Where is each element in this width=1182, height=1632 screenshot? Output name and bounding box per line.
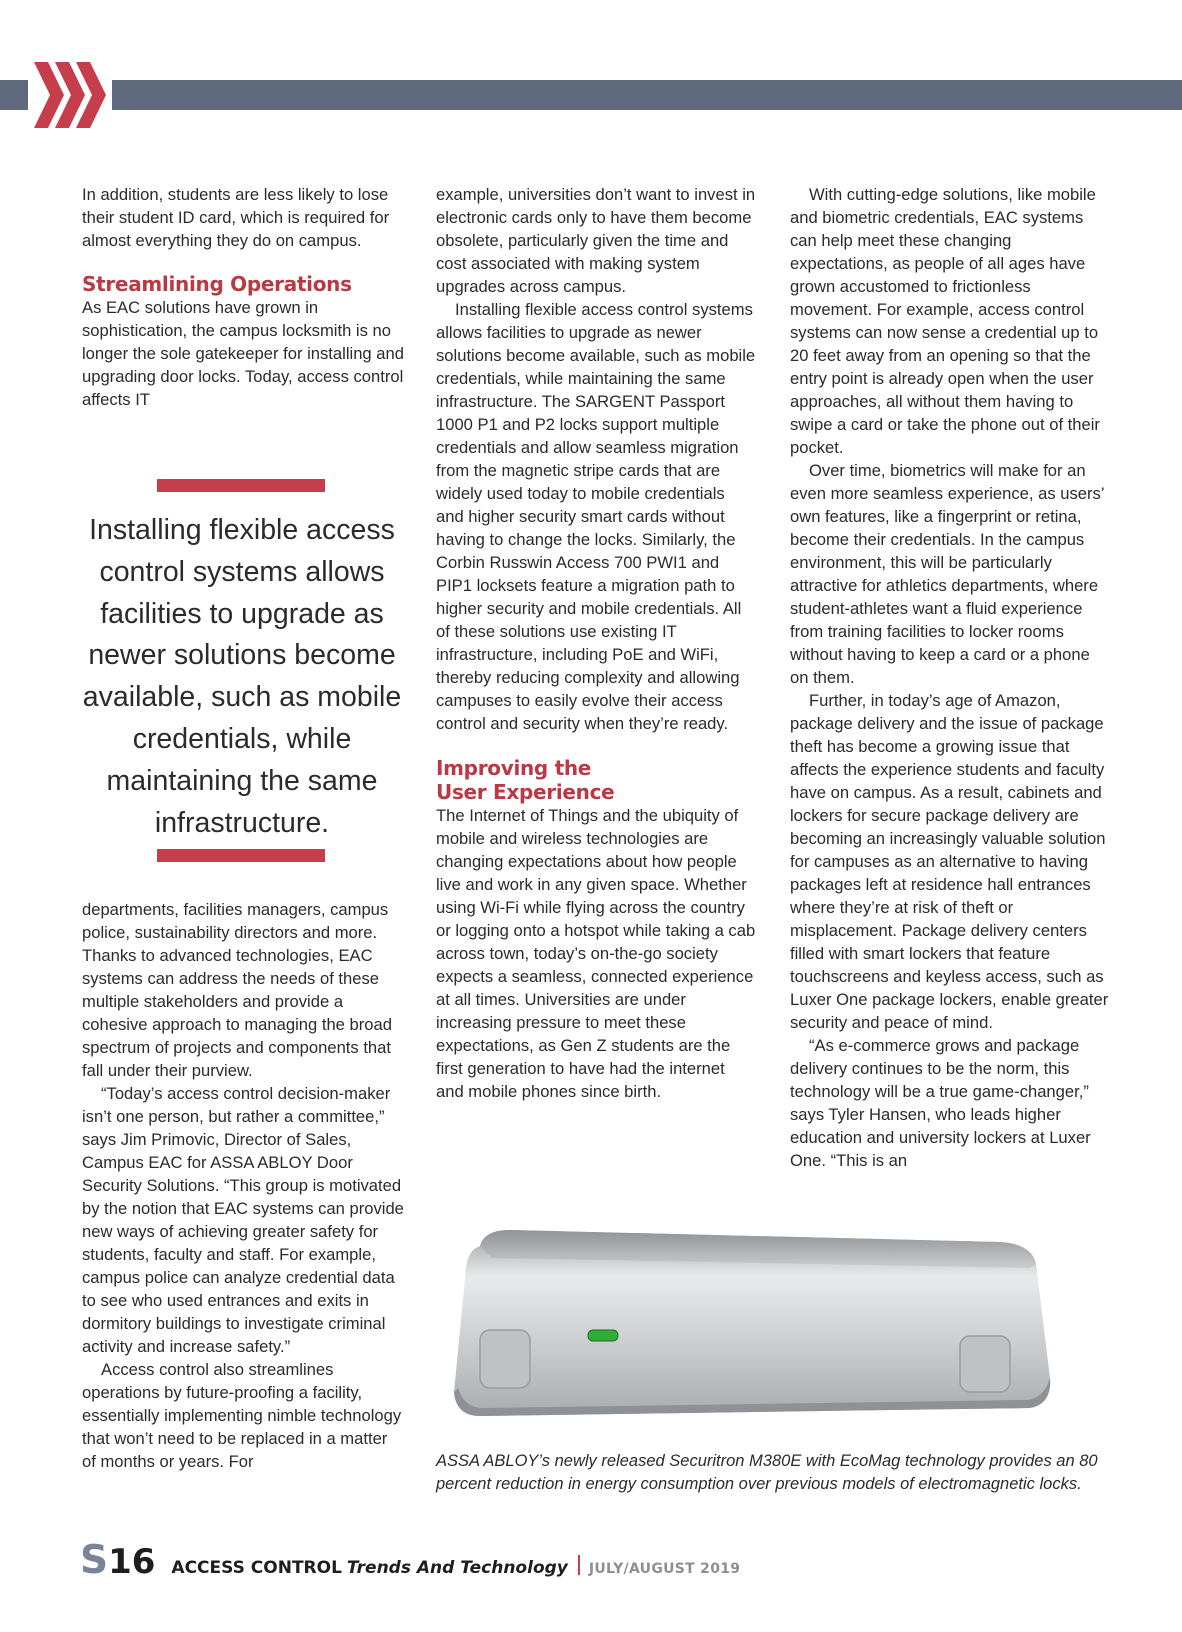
column-1-continued	[82, 898, 404, 1473]
body-paragraph: Over time, biometrics will make for an even more seamless experience, as users’ own features, like a fingerprint or retina, become their credentials. In the campus environment, this will be particularly attractive for athletics departments, where student-athletes want a fluid experience from training facilities to locker rooms without having to keep a card or a phone on them.	[790, 461, 1104, 687]
body-paragraph: “Today’s access control decision-maker isn’t one person, but rather a committee,” says Jim Primovic, Director of Sales, Campus EAC for ASSA ABLOY Door Security Solutions. “This group is motivated by the notion that EAC systems can provide new ways of achieving greater safety for students, faculty and staff. For example, campus police can analyze credential data to see who used entrances and exits in dormitory buildings to investigate criminal activity and increase safety.”	[82, 1084, 404, 1356]
column-3	[790, 183, 1110, 1172]
figure-caption: ASSA ABLOY’s newly released Securitron M380E with EcoMag technology provides an 80 percent reduction in energy consumption over previous models of electromagnetic locks.	[436, 1452, 1098, 1493]
product-photo-maglock	[440, 1228, 1072, 1438]
page-footer	[80, 1538, 740, 1582]
heading-streamlining-operations: Streamlining Operations	[82, 272, 352, 296]
pull-quote: Installing flexible access control systems allows facilities to upgrade as newer solutions become available, such as mobile credentials, while maintaining the same infrastructure.	[82, 514, 402, 839]
body-paragraph: Further, in today’s age of Amazon, package delivery and the issue of package theft has become a growing issue that affects the experience students and faculty have on campus. As a result, cabinets and lockers for secure package delivery are becoming an increasingly valuable solution for campuses as an alternative to having packages left at residence hall entrances where they’re at risk of theft or misplacement. Package delivery centers filled with smart lockers that feature touchscreens and keyless access, such as Luxer One package lockers, enable greater security and peace of mind.	[790, 691, 1109, 1032]
body-paragraph: The Internet of Things and the ubiquity of mobile and wireless technologies are changing expectations about how people live and work in any given space. Whether using Wi-Fi while flying across the country or logging onto a hotspot while taking a cab across town, today’s on-the-go society expects a seamless, connected experience at all times. Universities are under increasing pressure to meet these expectations, as Gen Z students are the first generation to have had the internet and mobile phones since birth.	[436, 806, 756, 1101]
issue-date: JULY/AUGUST 2019	[588, 1561, 741, 1577]
body-paragraph: example, universities don’t want to invest in electronic cards only to have them become obsolete, particularly given the time and cost associated with making system upgrades across campus.	[436, 185, 756, 296]
page-prefix: S	[80, 1538, 109, 1583]
heading-line: User Experience	[436, 780, 615, 804]
body-paragraph: departments, facilities managers, campus police, sustainability directors and more. Thanks to advanced technologies, EAC systems can address the needs of these multiple stakeholders and provide a cohesive approach to managing the broad spectrum of projects and components that fall under their purview.	[82, 900, 392, 1080]
intro-paragraph: In addition, students are less likely to lose their student ID card, which is required for almost everything they do on campus.	[82, 185, 390, 250]
body-paragraph: With cutting-edge solutions, like mobile and biometric credentials, EAC systems can help meet these changing expectations, as people of all ages have grown accustomed to frictionless movement. For example, access control systems can now sense a credential up to 20 feet away from an opening so that the entry point is already open when the user approaches, all without them having to swipe a card or take the phone out of their pocket.	[790, 185, 1100, 457]
heading-improving-user-experience	[436, 756, 756, 804]
body-paragraph: Installing flexible access control systems allows facilities to upgrade as newer solutions become available, such as mobile credentials, while maintaining the same infrastructure. The SARGENT Passport 1000 P1 and P2 locks support multiple credentials and allow seamless migration from the magnetic stripe cards that are widely used today to mobile credentials and higher security smart cards without having to change the locks. Similarly, the Corbin Russwin Access 700 PWI1 and PIP1 locksets feature a migration path to higher security and mobile credentials. All of these solutions use existing IT infrastructure, including PoE and WiFi, thereby reducing complexity and allowing campuses to easily evolve their access control and security when they’re ready.	[436, 300, 756, 733]
column-2	[436, 183, 756, 1103]
body-paragraph: “As e-commerce grows and package delivery continues to be the norm, this technology will be a true game-changer,” says Tyler Hansen, who leads higher education and university lockers at Luxer One. “This is an	[790, 1036, 1091, 1170]
publication-subtitle: Trends And Technology	[346, 1558, 568, 1578]
pullquote-top-rule	[157, 479, 325, 492]
body-paragraph: As EAC solutions have grown in sophistication, the campus locksmith is no longer the sole gatekeeper for installing and upgrading door locks. Today, access control affects IT	[82, 298, 404, 409]
heading-line: Improving the	[436, 756, 592, 780]
column-1	[82, 183, 404, 411]
footer-divider	[578, 1555, 580, 1575]
pullquote-bottom-rule	[157, 849, 325, 862]
triple-chevron-icon	[28, 62, 112, 128]
body-paragraph: Access control also streamlines operations by future-proofing a facility, essentially implementing nimble technology that won’t need to be replaced in a matter of months or years. For	[82, 1360, 402, 1471]
publication-name: ACCESS CONTROL	[171, 1558, 342, 1578]
page-number: 16	[108, 1542, 156, 1582]
header-bar	[0, 80, 1182, 110]
